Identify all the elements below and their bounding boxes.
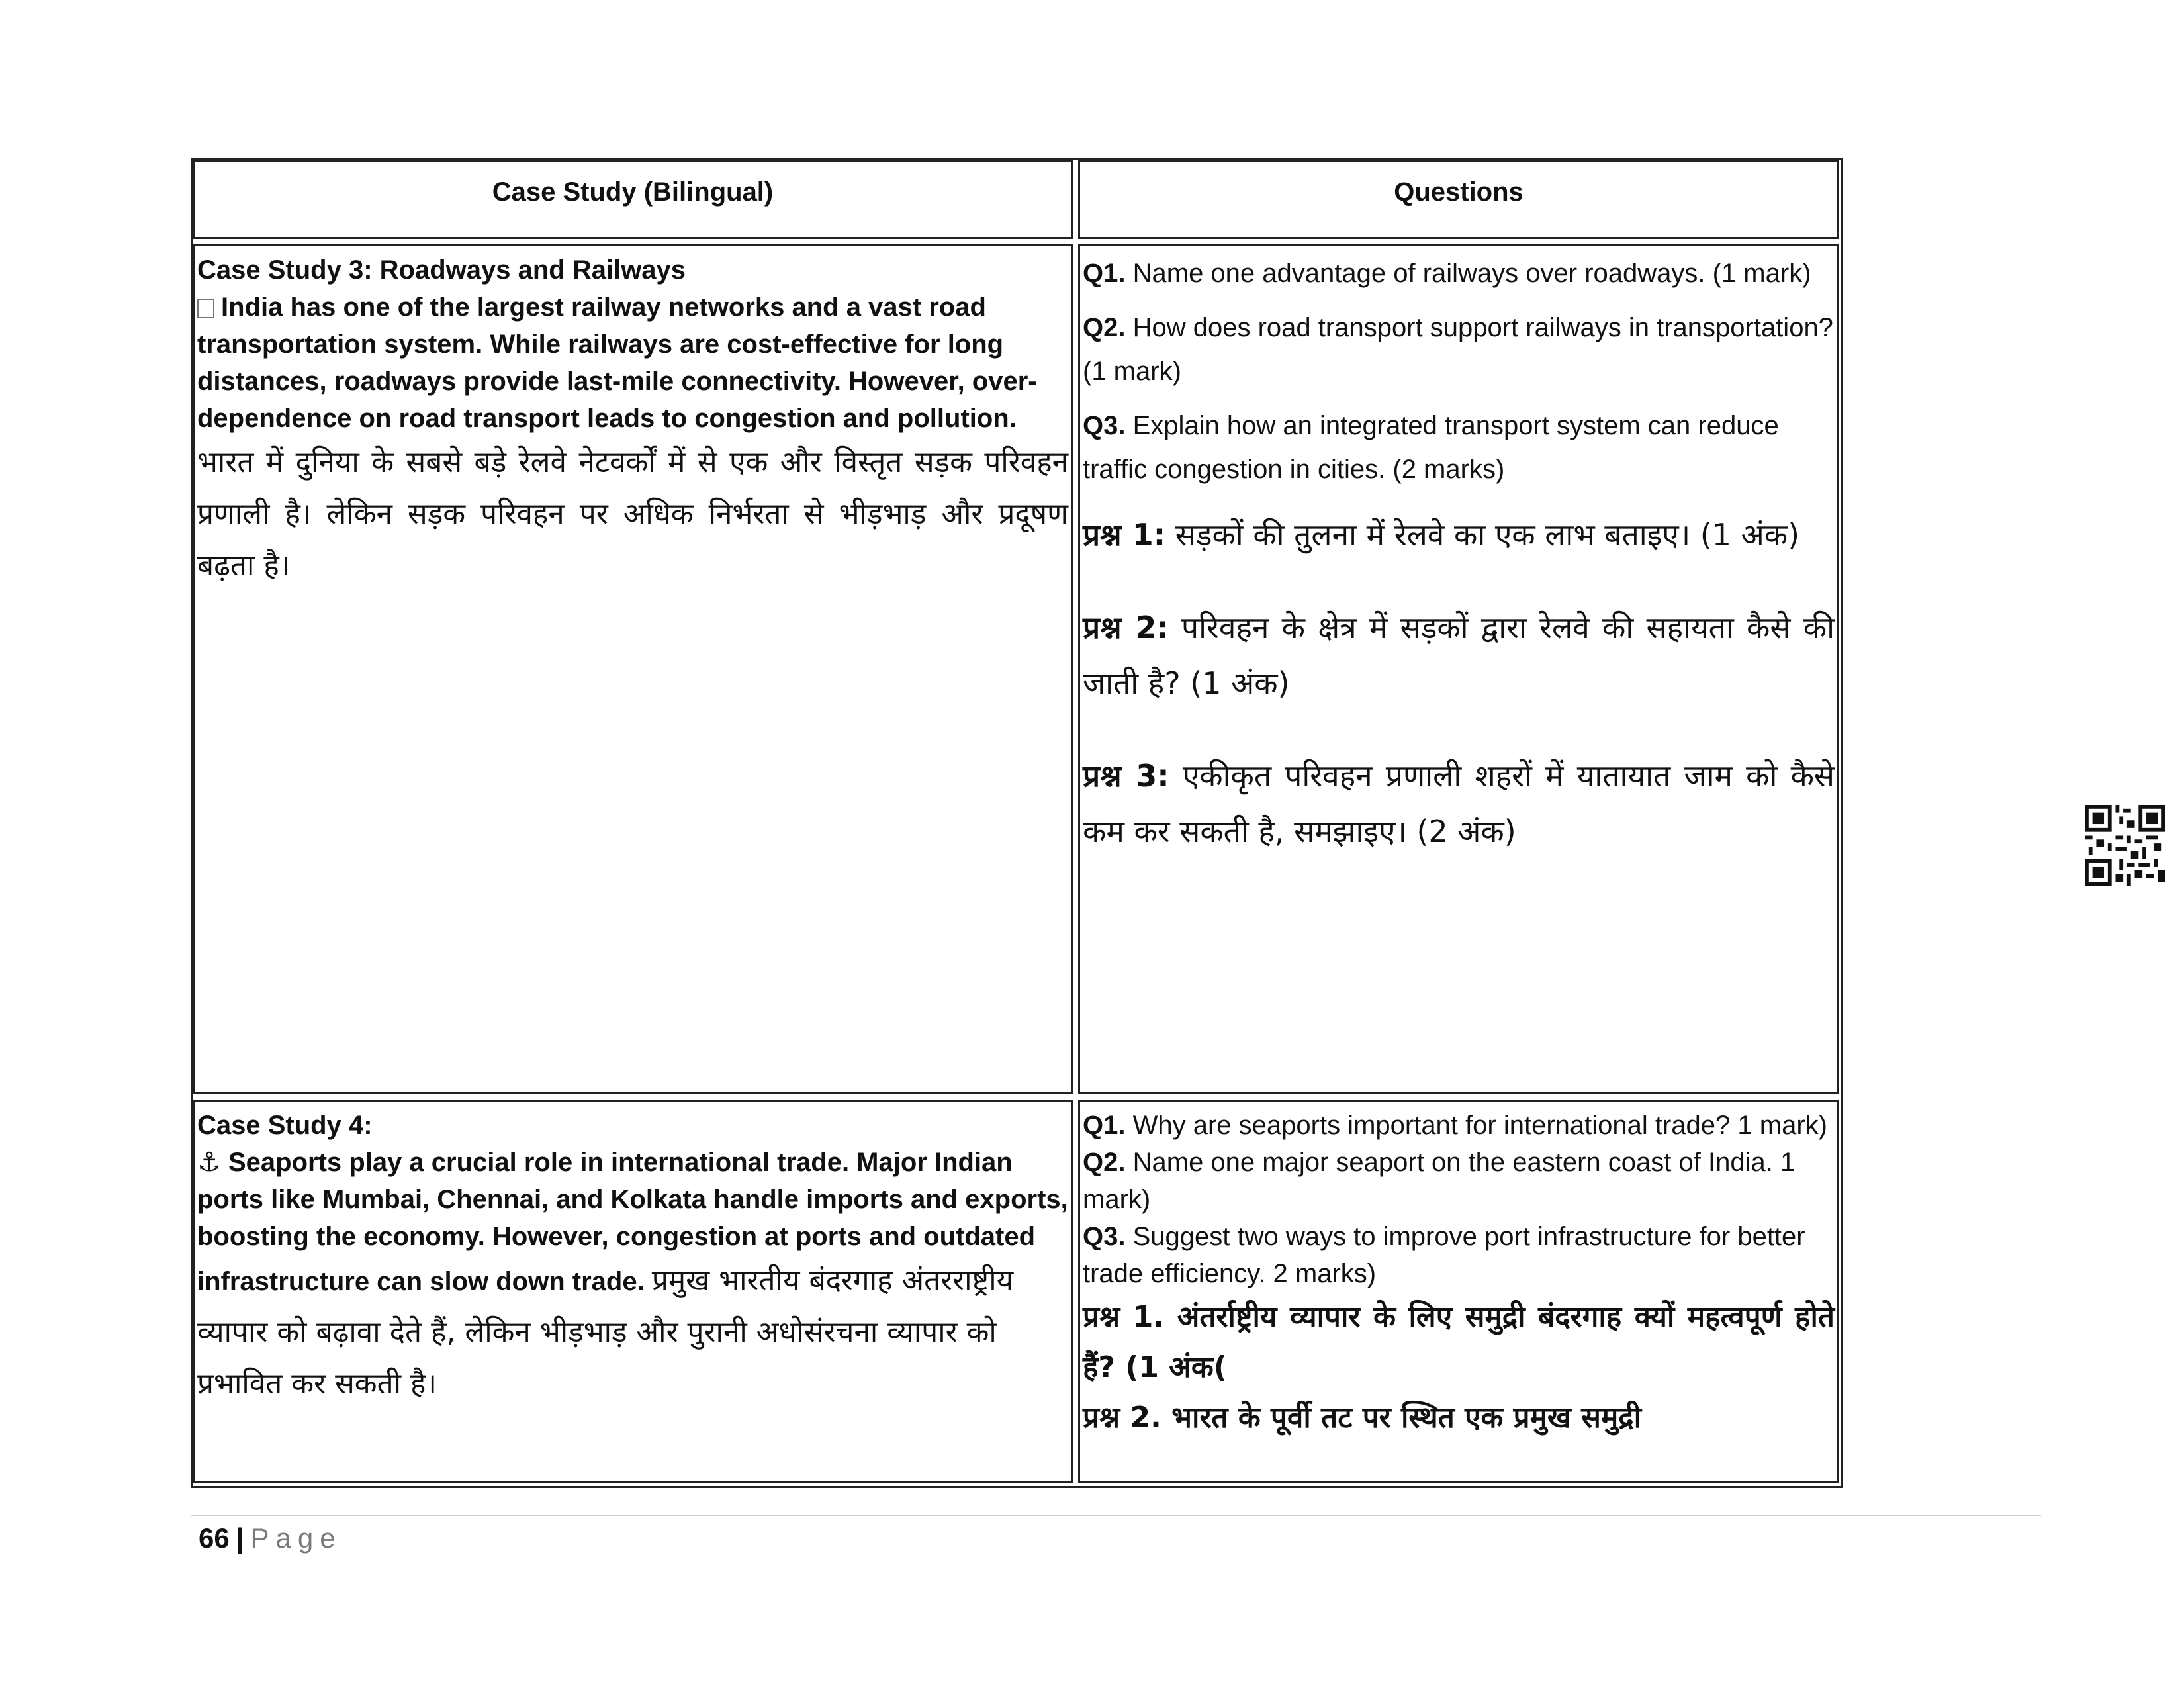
header-case-study-label: Case Study (Bilingual) xyxy=(492,177,774,207)
case3-english-text: India has one of the largest railway networks and a vast road transportation system. While railways are cost-effective for long distances, roadways provide last-mile connectivity. However, over-dependence on road transport leads to congestion and pollution. xyxy=(197,293,1037,433)
header-case-study xyxy=(193,160,1073,239)
footer-separator: | xyxy=(236,1523,244,1554)
case4-questions xyxy=(1078,1100,1839,1483)
missing-glyph-icon xyxy=(197,299,214,318)
case3-questions xyxy=(1078,244,1839,1094)
case3-q2: Q2. How does road transport support railways in transportation? (1 mark) xyxy=(1083,313,1833,386)
case3-q3: Q3. Explain how an integrated transport system can reduce traffic congestion in cities. (2 marks) xyxy=(1083,411,1779,484)
header-questions-label: Questions xyxy=(1394,177,1524,207)
case4-q3: Q3. Suggest two ways to improve port infrastructure for better trade efficiency. 2 marks) xyxy=(1083,1222,1805,1288)
page-label: Page xyxy=(250,1523,342,1554)
page-number: 66 xyxy=(199,1523,230,1554)
case4-content xyxy=(193,1100,1073,1483)
case4-q2: Q2. Name one major seaport on the eastern coast of India. 1 mark) xyxy=(1083,1148,1796,1214)
header-questions xyxy=(1078,160,1839,239)
case3-hindi-q3: प्रश्न 3: एकीकृत परिवहन प्रणाली शहरों में यातायात जाम को कैसे कम कर सकती है, समझाइए। (2 अंक) xyxy=(1083,758,1835,849)
case4-hindi-q1: प्रश्न 1. अंतर्राष्ट्रीय व्यापार के लिए समुद्री बंदरगाह क्यों महत्वपूर्ण होते हैं? (1 अंक( xyxy=(1083,1300,1835,1384)
case3-hindi-q2: प्रश्न 2: परिवहन के क्षेत्र में सड़कों द्वारा रेलवे की सहायता कैसे की जाती है? (1 अंक) xyxy=(1083,610,1835,701)
case4-english xyxy=(197,1144,1068,1410)
anchor-icon: ⚓ xyxy=(197,1148,221,1177)
case-study-table xyxy=(191,158,1843,1488)
qr-code-icon xyxy=(2085,805,2165,886)
case3-q1: Q1. Name one advantage of railways over roadways. (1 mark) xyxy=(1083,259,1811,288)
case3-content xyxy=(193,244,1073,1094)
case3-english xyxy=(197,289,1068,437)
footer-divider xyxy=(191,1515,2041,1516)
case4-q1: Q1. Why are seaports important for international trade? 1 mark) xyxy=(1083,1111,1827,1140)
case4-hindi-q2: प्रश्न 2. भारत के पूर्वी तट पर स्थित एक प्रमुख समुद्री xyxy=(1083,1401,1642,1434)
case3-hindi: भारत में दुनिया के सबसे बड़े रेलवे नेटवर्कों में से एक और विस्तृत सड़क परिवहन प्रणाली है। लेकिन सड़क परिवहन पर अधिक निर्भरता से भीड़भाड़ और प्रदूषण बढ़ता है। xyxy=(197,445,1068,583)
case4-english-text: Seaports play a crucial role in international trade. Major Indian ports like Mumbai, Chennai, and Kolkata handle imports and exports, boosting the economy. However, congestion at ports and outdated infrastructure can slow down trade. xyxy=(197,1148,1068,1296)
page-footer xyxy=(199,1523,342,1554)
case3-title: Case Study 3: Roadways and Railways xyxy=(197,256,686,285)
case4-hindi: प्रमुख भारतीय बंदरगाह अंतरराष्ट्रीय व्यापार को बढ़ावा देते हैं, लेकिन भीड़भाड़ और पुरानी अधोसंरचना व्यापार को प्रभावित कर सकती है। xyxy=(197,1264,1014,1401)
case4-title: Case Study 4: xyxy=(197,1111,373,1140)
case3-hindi-q1: प्रश्न 1: सड़कों की तुलना में रेलवे का एक लाभ बताइए। (1 अंक) xyxy=(1083,517,1800,553)
